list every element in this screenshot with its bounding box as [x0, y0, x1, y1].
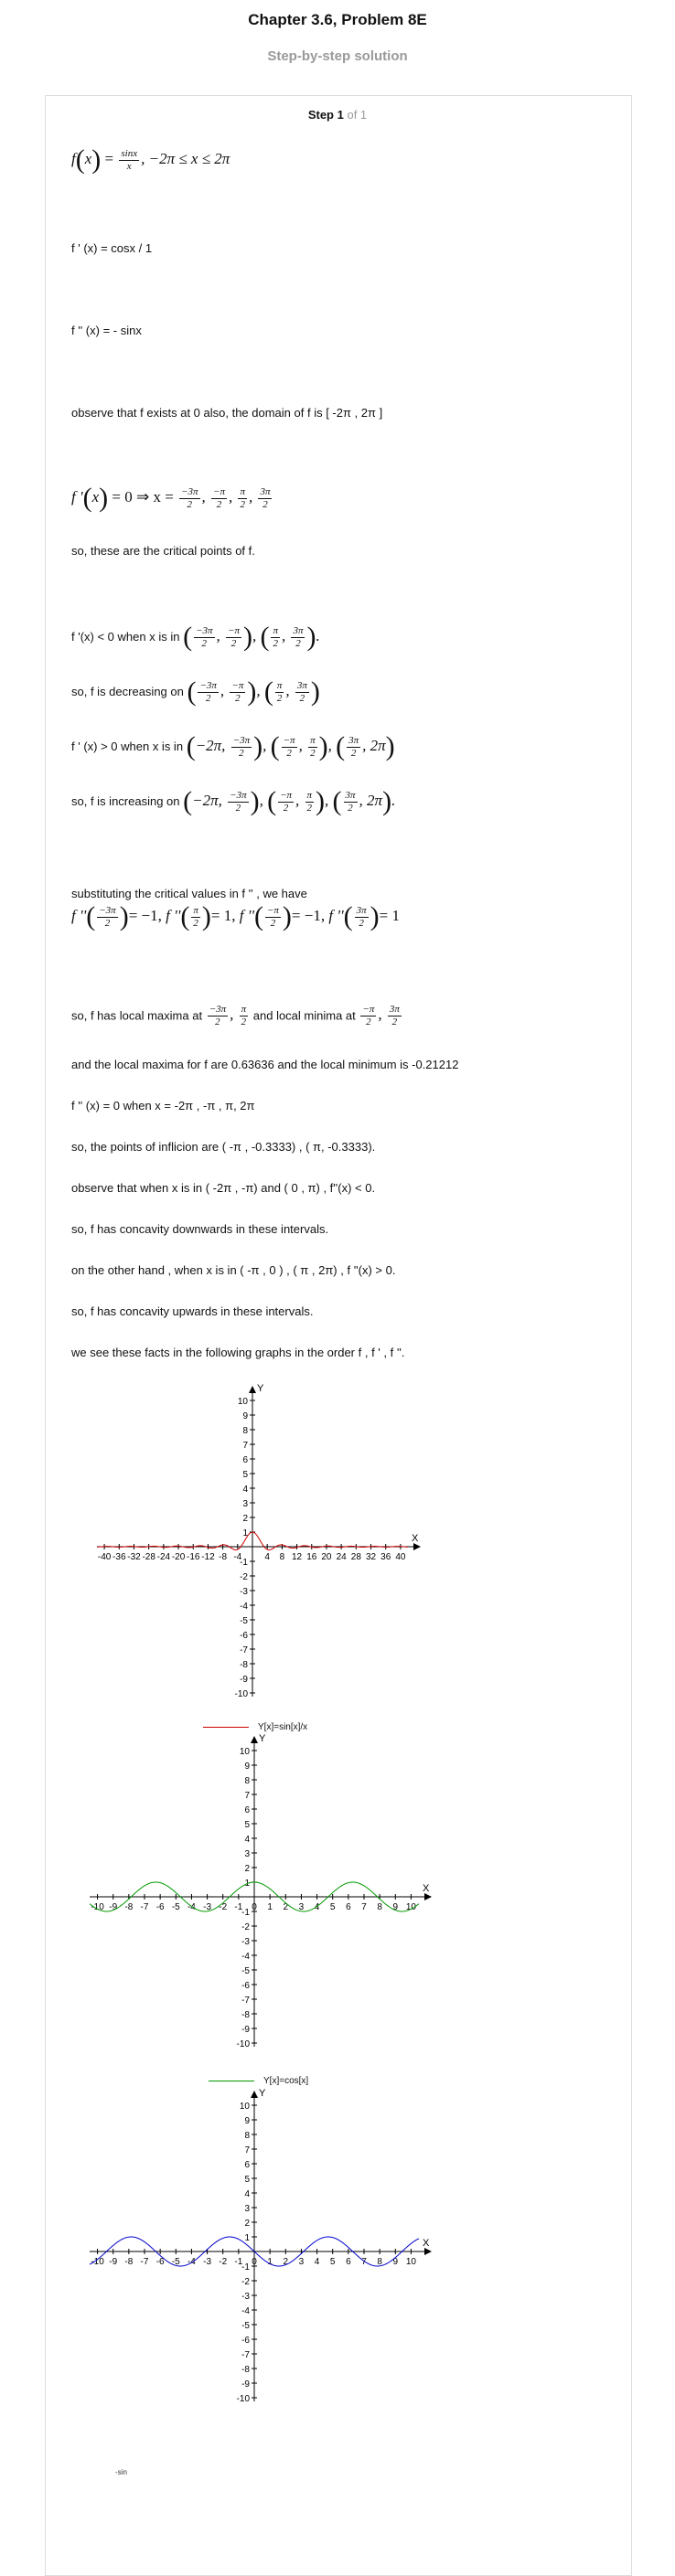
- x-tick-label: 36: [380, 1552, 391, 1562]
- x-tick-label: 7: [361, 2257, 367, 2267]
- y-tick-label: -5: [240, 1616, 248, 1626]
- x-tick-label: -16: [187, 1552, 200, 1562]
- x-tick-label: 7: [361, 1902, 367, 1912]
- x-axis-label: X: [423, 2238, 430, 2249]
- y-tick-label: 4: [244, 2189, 250, 2199]
- text-concave-down-condition: observe that when x is in ( -2π , -π) and ( 0 , π) , f''(x) < 0.: [71, 1181, 376, 1195]
- crit-point: $\frac{-\pi}{2}$: [213, 485, 225, 510]
- y-tick-label: 4: [242, 1485, 248, 1495]
- step-label: Step 1: [307, 108, 344, 122]
- x-tick-label: -9: [109, 1902, 118, 1912]
- x-tick-label: -6: [155, 2257, 165, 2267]
- graph-f-double-prime: [80, 2088, 437, 2457]
- y-tick-label: -3: [240, 1587, 248, 1597]
- x-tick-label: -32: [127, 1552, 141, 1562]
- y-tick-label: -8: [241, 2010, 250, 2020]
- y-tick-label: 8: [244, 2131, 250, 2141]
- x-tick-label: -4: [233, 1552, 242, 1562]
- y-tick-label: 10: [237, 1397, 248, 1407]
- y-tick-label: -5: [241, 2321, 250, 2331]
- y-tick-label: -4: [241, 2306, 250, 2316]
- y-tick-label: 10: [239, 2102, 250, 2112]
- x-tick-label: 28: [350, 1552, 361, 1562]
- x-tick-label: 9: [392, 1902, 399, 1912]
- x-tick-label: -7: [140, 2257, 149, 2267]
- x-tick-label: -2: [219, 2257, 228, 2267]
- text-second-derivative: f '' (x) = - sinx: [71, 324, 142, 337]
- x-axis-label: X: [423, 1883, 430, 1894]
- x-tick-label: 8: [377, 1902, 382, 1912]
- y-tick-label: 4: [244, 1835, 250, 1845]
- text-concave-down: so, f has concavity downwards in these intervals.: [71, 1222, 329, 1236]
- x-tick-label: -9: [109, 2257, 118, 2267]
- x-tick-label: -5: [171, 1902, 180, 1912]
- page-title: Chapter 3.6, Problem 8E: [248, 11, 427, 28]
- x-tick-label: 2: [283, 2257, 289, 2267]
- y-tick-label: -9: [240, 1675, 248, 1685]
- step-of: of 1: [347, 108, 368, 122]
- text-decreasing: so, f is decreasing on ( $\frac{-3\pi}{2}$ , $\frac{-\pi}{2}$ ), ( $\frac{\pi}{2}$ , $\frac{3\pi}{2}$ ): [71, 676, 320, 707]
- crit-point: $\frac{\pi}{2}$: [240, 485, 245, 510]
- y-tick-label: 2: [244, 1864, 250, 1874]
- y-tick-label: 7: [242, 1441, 248, 1451]
- x-tick-label: 9: [392, 2257, 399, 2267]
- x-tick-label: -8: [124, 2257, 134, 2267]
- x-tick-label: 16: [306, 1552, 317, 1562]
- x-tick-label: -2: [219, 1902, 228, 1912]
- x-tick-label: 3: [298, 2257, 305, 2267]
- x-tick-label: 10: [405, 2257, 416, 2267]
- y-tick-label: 3: [244, 1849, 250, 1859]
- x-tick-label: -4: [187, 2257, 196, 2267]
- y-tick-label: 6: [244, 1805, 250, 1815]
- text-critical-points: so, these are the critical points of f.: [71, 544, 255, 558]
- y-tick-label: -8: [241, 2365, 250, 2375]
- y-tick-label: -7: [241, 1996, 250, 2006]
- text-decreasing-condition: f '(x) < 0 when x is in ( $\frac{-3\pi}{2}$ , $\frac{-\pi}{2}$ ), ( $\frac{\pi}{2}$ , $\frac{3\pi}{2}$ ).: [71, 622, 320, 652]
- page-subtitle: Step-by-step solution: [267, 48, 408, 64]
- y-tick-label: 2: [244, 2219, 250, 2229]
- equation-f: f(x) = $\frac{\sin x}{x}$ , −2π ≤ x ≤ 2π: [71, 144, 230, 175]
- crit-point: $\frac{-3\pi}{2}$: [181, 485, 198, 510]
- y-tick-label: -9: [241, 2379, 250, 2390]
- text-substituting: substituting the critical values in f '' , we have: [71, 887, 307, 900]
- text-domain: observe that f exists at 0 also, the domain of f is [ -2π , 2π ]: [71, 406, 383, 420]
- x-tick-label: 1: [267, 1902, 273, 1912]
- x-axis-arrow: [413, 1543, 421, 1550]
- x-tick-label: 32: [365, 1552, 377, 1562]
- y-tick-label: 1: [242, 1528, 248, 1538]
- x-tick-label: -7: [140, 1902, 149, 1912]
- text-graphs-intro: we see these facts in the following graphs in the order f , f ' , f ''.: [71, 1346, 405, 1359]
- y-tick-label: 7: [244, 2145, 250, 2156]
- x-tick-label: 2: [283, 1902, 289, 1912]
- y-axis-label: Y: [257, 1383, 264, 1394]
- y-axis-label: Y: [259, 2088, 266, 2099]
- y-tick-label: -6: [241, 1981, 250, 1991]
- y-tick-label: -8: [240, 1660, 248, 1670]
- y-tick-label: 5: [244, 2175, 250, 2185]
- text-extrema-values: and the local maxima for f are 0.63636 and the local minimum is -0.21212: [71, 1058, 459, 1071]
- x-tick-label: -6: [155, 1902, 165, 1912]
- y-tick-label: 9: [244, 2116, 250, 2126]
- x-tick-label: 24: [336, 1552, 347, 1562]
- text-fpp-zero: f '' (x) = 0 when x = -2π , -π , π, 2π: [71, 1099, 255, 1112]
- x-tick-label: 6: [346, 2257, 351, 2267]
- x-tick-label: -10: [91, 1902, 104, 1912]
- y-tick-label: 6: [242, 1455, 248, 1465]
- text-concave-up-condition: on the other hand , when x is in ( -π , 0 ) , ( π , 2π) , f ''(x) > 0.: [71, 1263, 396, 1277]
- y-tick-label: -6: [240, 1631, 248, 1641]
- y-tick-label: -10: [236, 2039, 250, 2049]
- y-tick-label: -1: [240, 1558, 248, 1568]
- y-tick-label: -10: [234, 1689, 248, 1699]
- y-tick-label: 8: [244, 1776, 250, 1786]
- y-tick-label: 3: [242, 1499, 248, 1509]
- y-tick-label: -2: [241, 2277, 250, 2287]
- x-tick-label: -4: [187, 1902, 196, 1912]
- y-tick-label: -4: [240, 1602, 248, 1612]
- x-axis-arrow: [424, 1893, 432, 1900]
- y-tick-label: 1: [244, 1879, 250, 1889]
- y-tick-label: -2: [241, 1922, 250, 1932]
- equation-critical: f '(x) = 0 ⇒ x = $\frac{-3\pi}{2}$ , $\frac{-\pi}{2}$ , $\frac{\pi}{2}$ , $\frac{3\pi}{2}$: [71, 483, 271, 513]
- y-axis-label: Y: [259, 1733, 266, 1744]
- legend-f-prime: Y[x]=cos[x]: [209, 2076, 308, 2086]
- x-axis-arrow: [424, 2248, 432, 2255]
- x-tick-label: 4: [264, 1552, 270, 1562]
- x-tick-label: -36: [112, 1552, 126, 1562]
- text-increasing: so, f is increasing on (−2π, $\frac{-3\pi}{2}$ ), ( $\frac{-\pi}{2}$ , $\frac{\pi}{2}$ ), ( $\frac{3\pi}{2}$ , 2π).: [71, 786, 396, 816]
- text-inflection: so, the points of inflicion are ( -π , -0.3333) , ( π, -0.3333).: [71, 1140, 376, 1154]
- y-tick-label: -4: [241, 1952, 250, 1962]
- eq-f-domain: , −2π ≤ x ≤ 2π: [141, 149, 230, 167]
- y-tick-label: -7: [240, 1645, 248, 1655]
- y-tick-label: -6: [241, 2336, 250, 2346]
- text-concave-up: so, f has concavity upwards in these intervals.: [71, 1304, 314, 1318]
- x-tick-label: 0: [252, 2257, 257, 2267]
- x-tick-label: 3: [298, 1902, 305, 1912]
- y-tick-label: -3: [241, 1937, 250, 1947]
- text-extrema: so, f has local maxima at $\frac{-3\pi}{2}$ , $\frac{\pi}{2}$ and local minima at $\frac{-\pi}{2}$ , $\frac{3\pi}{2}$: [71, 1004, 400, 1027]
- y-tick-label: 9: [242, 1411, 248, 1421]
- x-tick-label: -8: [124, 1902, 134, 1912]
- y-tick-label: 1: [244, 2233, 250, 2243]
- step-indicator: [0, 108, 675, 122]
- x-tick-label: 4: [314, 1902, 320, 1912]
- y-tick-label: -2: [240, 1572, 248, 1582]
- x-tick-label: 40: [395, 1552, 406, 1562]
- x-tick-label: -24: [156, 1552, 171, 1562]
- x-tick-label: -28: [142, 1552, 155, 1562]
- x-tick-label: 8: [377, 2257, 382, 2267]
- equation-substitution: f ''( $\frac{-3\pi}{2}$ )= −1, f ''( $\frac{\pi}{2}$ )= 1, f ''( $\frac{-\pi}{2}$ )= −1, f ''( $\frac{3\pi}{2}$ )= 1: [71, 901, 400, 931]
- x-tick-label: 0: [252, 1902, 257, 1912]
- y-tick-label: 7: [244, 1791, 250, 1801]
- y-tick-label: 3: [244, 2204, 250, 2214]
- x-tick-label: 5: [329, 1902, 336, 1912]
- footer-mark: -sin: [115, 2468, 127, 2476]
- text-first-derivative: f ' (x) = cosx / 1: [71, 241, 153, 255]
- y-tick-label: -7: [241, 2350, 250, 2360]
- x-tick-label: 1: [267, 2257, 273, 2267]
- x-tick-label: -1: [234, 1902, 243, 1912]
- x-axis-label: X: [412, 1533, 419, 1544]
- graph-f: [80, 1383, 437, 1711]
- x-tick-label: 6: [346, 1902, 351, 1912]
- eq-f-lhs: f: [71, 149, 76, 167]
- y-tick-label: 2: [242, 1514, 248, 1524]
- graph-f-prime: [80, 1733, 437, 2066]
- y-tick-label: 10: [239, 1747, 250, 1757]
- y-tick-label: -5: [241, 1966, 250, 1976]
- x-tick-label: -10: [91, 2257, 104, 2267]
- y-tick-label: 9: [244, 1762, 250, 1772]
- x-tick-label: 5: [329, 2257, 336, 2267]
- y-tick-label: 6: [244, 2160, 250, 2170]
- y-tick-label: -10: [236, 2394, 250, 2404]
- y-tick-label: -9: [241, 2025, 250, 2035]
- x-tick-label: -3: [203, 2257, 212, 2267]
- y-tick-label: -3: [241, 2292, 250, 2302]
- eq-f-eq: =: [104, 149, 114, 167]
- x-tick-label: -20: [171, 1552, 186, 1562]
- y-tick-label: 5: [244, 1820, 250, 1830]
- x-tick-label: -1: [234, 2257, 243, 2267]
- legend-f: Y[x]=sin[x]/x: [203, 1722, 307, 1732]
- x-tick-label: -8: [219, 1552, 228, 1562]
- y-tick-label: -1: [241, 1908, 250, 1918]
- x-tick-label: 8: [279, 1552, 285, 1562]
- text-increasing-condition: f ' (x) > 0 when x is in (−2π, $\frac{-3\pi}{2}$ ), ( $\frac{-\pi}{2}$ , $\frac{\pi}{2}$ ), ( $\frac{3\pi}{2}$ , 2π): [71, 731, 395, 761]
- crit-point: $\frac{3\pi}{2}$: [260, 485, 271, 510]
- x-tick-label: -3: [203, 1902, 212, 1912]
- x-tick-label: 10: [405, 1902, 416, 1912]
- x-tick-label: -5: [171, 2257, 180, 2267]
- eq-f-fraction: $\frac{\sin x}{x}$: [121, 147, 138, 172]
- x-tick-label: -40: [97, 1552, 112, 1562]
- y-tick-label: 5: [242, 1470, 248, 1480]
- eq-f-var: x: [84, 149, 92, 167]
- x-tick-label: 12: [292, 1552, 303, 1562]
- x-tick-label: 20: [321, 1552, 332, 1562]
- x-tick-label: 4: [314, 2257, 320, 2267]
- y-tick-label: 8: [242, 1426, 248, 1436]
- y-tick-label: -1: [241, 2262, 250, 2273]
- x-tick-label: -12: [201, 1552, 215, 1562]
